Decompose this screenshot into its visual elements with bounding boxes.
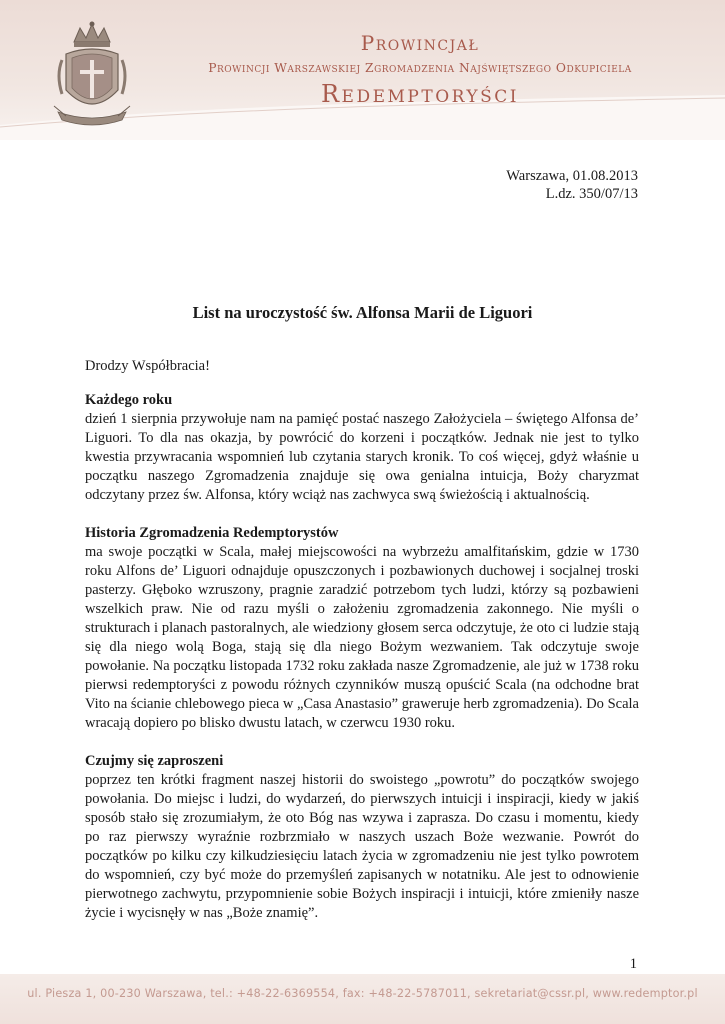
place-date: Warszawa, 01.08.2013 [506,168,638,184]
section-paragraph: dzień 1 sierpnia przywołuje nam na pamięć postać naszego Założyciela – świętego Alfonsa de’ Liguori. To dla nas okazja, by powrócić do korzeni i początków. Jednak nie jest to tylko kwestia przywracania wspomnień lub czytania starych kronik. To coś więcej, gdyż właśnie u początku naszego Zgromadzenia znajduje się owa genialna intuicja, Boży charyzmat odczytany przez św. Alfonsa, który wciąż nas zachwyca swą świeżością i aktualnością. [85,411,639,503]
letterhead-line-province: Prowincji Warszawskiej Zgromadzenia Najświętszego Odkupiciela [208,61,632,75]
letterhead-text [140,30,700,108]
section-paragraph: poprzez ten krótki fragment naszej historii do swoistego „powrotu” do początków swojego powołania. Do miejsc i ludzi, do wydarzeń, do pierwszych intuicji i inspiracji, kiedy w jakiś sposób stało się zrozumiałym, że oto Bóg nas wzywa i zaprasza. Do czasu i momentu, kiedy po raz pierwszy wyraźnie rozbrzmiało w naszych uszach Boże wezwanie. Powrót do początków po kilku czy kilkudziesięciu latach życia w zgromadzeniu nie jest tylko powrotem do wspomnień, czy być może do przemyśleń zapisanych w notatniku. Ale jest to odnowienie pierwotnego zachwytu, przypomnienie sobie Bożych inspiracji i intuicji, które zmieniły nasze życie i wycisnęły w nas „Boże znamię”. [85,772,639,921]
letterhead-line-redemptorists: Redemptoryści [320,80,519,108]
page-number: 1 [629,956,637,972]
section-heading: Każdego roku [85,392,173,408]
letter-meta [506,167,638,203]
footer-contact: ul. Pieszа 1, 00-230 Warszawa, tel.: +48-22-6369554, fax: +48-22-5787011, sekretariat@cssr.pl, www.redemptor.pl [27,987,698,1000]
section-paragraph: ma swoje początki w Scala, małej miejscowości na wybrzeżu amalfitańskim, gdzie w 1730 roku Alfons de’ Liguori odnajduje opuszczonych i pozbawionych duchowej i socjalnej troski pasterzy. Głęboko wzruszony, pragnie zaradzić potrzebom tych ludzi, którzy są pozbawieni wszelkich praw. Nie od razu myśli o założeniu zgromadzenia zakonnego. Nie myśli o strukturach i planach pastoralnych, ale wiedziony głosem serca odczytuje, że oto ci ludzie stają się dla niego wolą Boga, stają się dla niego Bożym wezwaniem. Tak odczytuje swoje powołanie. Na początku listopada 1732 roku zakłada nasze Zgromadzenie, ale już w 1738 roku pierwsi redemptoryści z powodu różnych czynników muszą opuścić Scala (na odchodne brat Vito na ścianie chlebowego pieca w „Casa Anastasio” graweruje herb zgromadzenia). Do Scala wracają dopiero po blisko dwustu latach, w czerwcu 1930 roku. [85,544,639,731]
letterhead-line-provincial: Prowincjał [360,31,480,55]
section-heading: Historia Zgromadzenia Redemptorystów [85,525,339,541]
letter-body [85,357,639,942]
redemptorist-crest-icon [52,20,132,132]
reference-number: L.dz. 350/07/13 [545,186,638,202]
salutation: Drodzy Współbracia! [85,358,210,374]
section-heading: Czujmy się zaproszeni [85,753,224,769]
letter-title: List na uroczystość św. Alfonsa Marii de Liguori [192,303,533,322]
